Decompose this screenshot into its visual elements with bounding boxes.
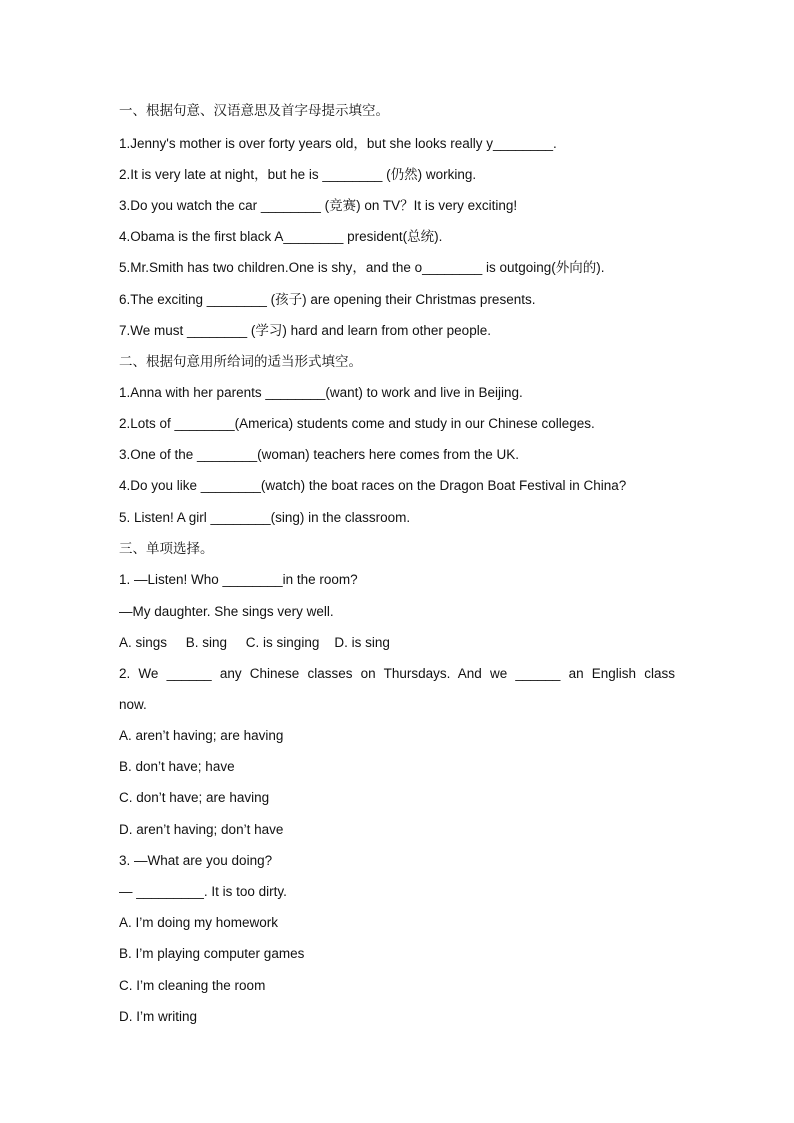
section-1-item-5: 5.Mr.Smith has two children.One is shy，and the o________ is outgoing(外向的).: [119, 260, 605, 275]
question-3-option-b: B. I’m playing computer games: [119, 946, 305, 961]
section-1-item-1: 1.Jenny's mother is over forty years old，but she looks really y________.: [119, 136, 557, 151]
section-2-item-2: 2.Lots of ________(America) students come and study in our Chinese colleges.: [119, 416, 595, 431]
section-3-heading: 三、单项选择。: [119, 541, 214, 556]
section-1-item-4: 4.Obama is the first black A________ president(总统).: [119, 229, 443, 244]
question-2-stem-line-2: now.: [119, 697, 147, 712]
section-1-heading: 一、根据句意、汉语意思及首字母提示填空。: [119, 103, 389, 118]
section-1-item-3: 3.Do you watch the car ________ (竞赛) on TV？It is very exciting!: [119, 198, 518, 213]
section-1-item-6: 6.The exciting ________ (孩子) are opening their Christmas presents.: [119, 292, 536, 307]
question-1-options: A. sings B. sing C. is singing D. is sing: [119, 635, 390, 650]
section-2-item-5: 5. Listen! A girl ________(sing) in the classroom.: [119, 510, 411, 525]
question-1-reply: —My daughter. She sings very well.: [119, 604, 334, 619]
section-2-item-1: 1.Anna with her parents ________(want) to work and live in Beijing.: [119, 385, 523, 400]
section-2-item-3: 3.One of the ________(woman) teachers here comes from the UK.: [119, 447, 519, 462]
section-1-item-2: 2.It is very late at night，but he is ________ (仍然) working.: [119, 167, 477, 182]
section-1-item-7: 7.We must ________ (学习) hard and learn from other people.: [119, 323, 491, 338]
question-2-option-c: C. don’t have; are having: [119, 790, 270, 805]
question-3-reply: — _________. It is too dirty.: [119, 884, 287, 899]
section-2-item-4: 4.Do you like ________(watch) the boat races on the Dragon Boat Festival in China?: [119, 478, 627, 493]
question-1-stem: 1. —Listen! Who ________in the room?: [119, 572, 358, 587]
question-3-option-c: C. I’m cleaning the room: [119, 978, 266, 993]
question-2-stem-line-1: 2. We ______ any Chinese classes on Thursdays. And we ______ an English class: [119, 666, 675, 681]
question-3-stem: 3. —What are you doing?: [119, 853, 273, 868]
question-2-option-d: D. aren’t having; don’t have: [119, 822, 284, 837]
question-2-option-a: A. aren’t having; are having: [119, 728, 284, 743]
question-3-option-d: D. I’m writing: [119, 1009, 198, 1024]
question-3-option-a: A. I’m doing my homework: [119, 915, 279, 930]
question-2-option-b: B. don’t have; have: [119, 759, 235, 774]
section-2-heading: 二、根据句意用所给词的适当形式填空。: [119, 354, 362, 369]
